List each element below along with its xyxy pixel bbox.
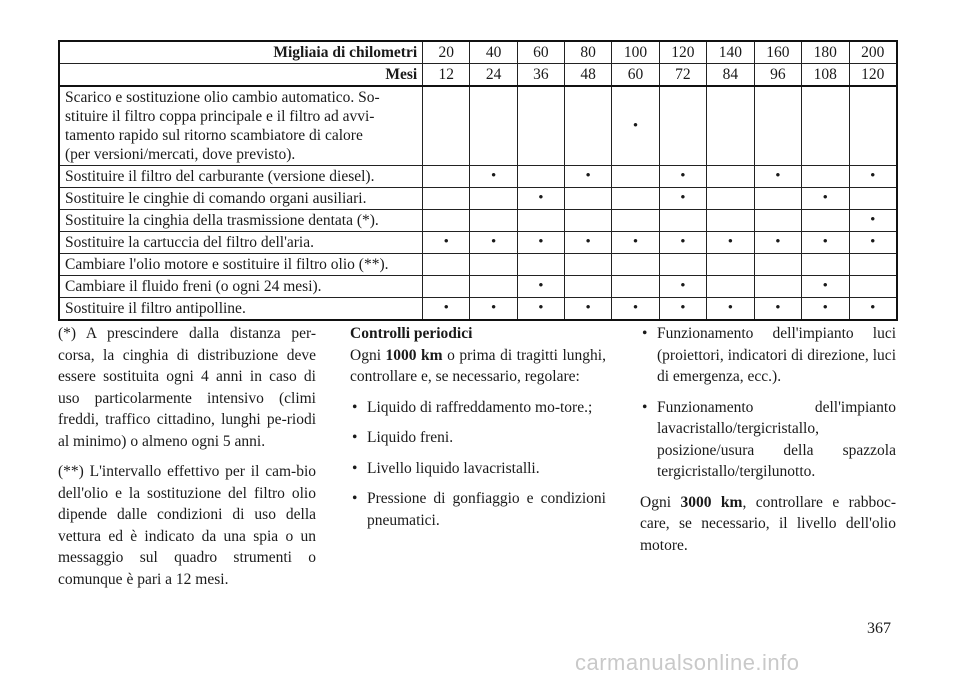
service-mark: • xyxy=(517,188,564,210)
bullet-icon: • xyxy=(352,398,358,416)
km-header-row xyxy=(59,41,897,64)
list-item-text: Liquido di raffreddamento mo-tore.; xyxy=(367,398,593,416)
empty-cell xyxy=(423,210,470,232)
months-header-label: Mesi xyxy=(59,64,423,87)
service-mark: • xyxy=(517,232,564,254)
periodic-checks-column xyxy=(350,323,606,540)
empty-cell xyxy=(470,86,517,166)
footnote-oil-interval: (**) L'intervallo effettivo per il cam-bio dell'olio e la sostituzione del filtro olio dipende dalle condizioni di uso della vettura ed è indicato da una spia o un messaggio sul quadro strumenti o comunque è pari a 12 mesi. xyxy=(58,463,316,588)
list-item xyxy=(350,427,606,449)
km-header-cell: 80 xyxy=(564,41,611,64)
km-header-cell: 20 xyxy=(423,41,470,64)
empty-cell xyxy=(470,210,517,232)
empty-cell xyxy=(754,86,801,166)
service-mark: • xyxy=(659,276,706,298)
months-header-cell: 36 xyxy=(517,64,564,87)
service-mark: • xyxy=(423,298,470,321)
empty-cell xyxy=(470,254,517,276)
operation-label: Sostituire il filtro antipolline. xyxy=(59,298,423,321)
service-mark: • xyxy=(802,188,849,210)
empty-cell xyxy=(754,188,801,210)
table-row xyxy=(59,166,897,188)
empty-cell xyxy=(423,276,470,298)
operation-label: Sostituire la cartuccia del filtro dell'aria. xyxy=(59,232,423,254)
list-item xyxy=(350,488,606,531)
empty-cell xyxy=(423,254,470,276)
list-item-text: Liquido freni. xyxy=(367,429,454,446)
footnotes-column xyxy=(58,323,316,599)
km-header-cell: 200 xyxy=(849,41,897,64)
empty-cell xyxy=(754,210,801,232)
operation-label: Sostituire la cinghia della trasmissione dentata (*). xyxy=(59,210,423,232)
empty-cell xyxy=(707,166,754,188)
km-header-cell: 160 xyxy=(754,41,801,64)
service-mark: • xyxy=(612,232,659,254)
service-mark: • xyxy=(517,298,564,321)
empty-cell xyxy=(802,254,849,276)
oil-check-text: Ogni 3000 km, controllare e rabboc-care, se necessario, il livello dell'olio motore. xyxy=(640,493,896,554)
empty-cell xyxy=(423,86,470,166)
table-row xyxy=(59,254,897,276)
table-row xyxy=(59,232,897,254)
months-header-cell: 108 xyxy=(802,64,849,87)
months-header-row xyxy=(59,64,897,87)
bullet-icon: • xyxy=(352,490,358,507)
service-mark: • xyxy=(470,232,517,254)
operation-label: Cambiare il fluido freni (o ogni 24 mesi). xyxy=(59,276,423,298)
operation-label: Cambiare l'olio motore e sostituire il filtro olio (**). xyxy=(59,254,423,276)
empty-cell xyxy=(707,188,754,210)
service-mark: • xyxy=(470,298,517,321)
empty-cell xyxy=(754,276,801,298)
operation-label: Sostituire le cinghie di comando organi ausiliari. xyxy=(59,188,423,210)
km-header-cell: 100 xyxy=(612,41,659,64)
service-mark: • xyxy=(564,166,611,188)
empty-cell xyxy=(423,188,470,210)
empty-cell xyxy=(470,276,517,298)
service-mark: • xyxy=(659,232,706,254)
service-mark: • xyxy=(754,298,801,321)
empty-cell xyxy=(612,166,659,188)
empty-cell xyxy=(659,210,706,232)
service-mark: • xyxy=(707,298,754,321)
empty-cell xyxy=(802,210,849,232)
empty-cell xyxy=(517,86,564,166)
km-header-cell: 40 xyxy=(470,41,517,64)
maintenance-schedule-table xyxy=(58,40,898,321)
months-header-cell: 12 xyxy=(423,64,470,87)
service-mark: • xyxy=(659,188,706,210)
empty-cell xyxy=(707,276,754,298)
service-mark: • xyxy=(517,276,564,298)
bullet-icon: • xyxy=(642,398,648,416)
empty-cell xyxy=(564,86,611,166)
service-mark: • xyxy=(564,298,611,321)
months-header-cell: 120 xyxy=(849,64,897,87)
service-mark: • xyxy=(659,298,706,321)
empty-cell xyxy=(517,166,564,188)
bullet-icon: • xyxy=(352,459,358,477)
table-row xyxy=(59,298,897,321)
km-header-cell: 180 xyxy=(802,41,849,64)
list-item xyxy=(350,397,606,419)
periodic-checks-continued-column xyxy=(640,323,896,565)
service-mark: • xyxy=(802,298,849,321)
service-mark: • xyxy=(470,166,517,188)
empty-cell xyxy=(659,254,706,276)
operation-label: Scarico e sostituzione olio cambio automatico. So- stituire il filtro coppa principale e il filtro ad avvi- tamento rapido sul ritorno scambiatore di calore (per versioni/mercati, dove previsto). xyxy=(59,86,423,166)
service-mark: • xyxy=(423,232,470,254)
empty-cell xyxy=(849,276,897,298)
list-item-text: Funzionamento dell'impianto luci (proiettori, indicatori di direzione, luci di emergenza, ecc.). xyxy=(657,325,896,385)
empty-cell xyxy=(659,86,706,166)
watermark: carmanualsonline.info xyxy=(575,650,800,675)
empty-cell xyxy=(612,210,659,232)
operation-label: Sostituire il filtro del carburante (versione diesel). xyxy=(59,166,423,188)
months-header-cell: 24 xyxy=(470,64,517,87)
empty-cell xyxy=(423,166,470,188)
months-header-cell: 96 xyxy=(754,64,801,87)
list-item-text: Pressione di gonfiaggio e condizioni pneumatici. xyxy=(367,490,606,529)
empty-cell xyxy=(849,188,897,210)
empty-cell xyxy=(849,86,897,166)
list-item xyxy=(350,458,606,480)
page-number: 367 xyxy=(867,620,891,637)
months-header-cell: 84 xyxy=(707,64,754,87)
km-header-cell: 60 xyxy=(517,41,564,64)
empty-cell xyxy=(707,254,754,276)
service-mark: • xyxy=(612,86,659,166)
empty-cell xyxy=(564,188,611,210)
periodic-checks-heading: Controlli periodici xyxy=(350,325,473,342)
service-mark: • xyxy=(802,232,849,254)
empty-cell xyxy=(754,254,801,276)
months-header-cell: 48 xyxy=(564,64,611,87)
list-item-text: Funzionamento dell'impianto lavacristallo/tergicristallo, posizione/usura della spazzola tergicristallo/tergilunotto. xyxy=(657,398,896,480)
months-header-cell: 72 xyxy=(659,64,706,87)
service-mark: • xyxy=(802,276,849,298)
empty-cell xyxy=(802,166,849,188)
service-mark: • xyxy=(754,232,801,254)
months-header-cell: 60 xyxy=(612,64,659,87)
empty-cell xyxy=(707,86,754,166)
bullet-icon: • xyxy=(642,325,648,342)
service-mark: • xyxy=(612,298,659,321)
empty-cell xyxy=(612,188,659,210)
bullet-icon: • xyxy=(352,429,358,446)
service-mark: • xyxy=(849,298,897,321)
km-header-label: Migliaia di chilometri xyxy=(59,41,423,64)
empty-cell xyxy=(564,210,611,232)
empty-cell xyxy=(517,210,564,232)
service-mark: • xyxy=(849,210,897,232)
km-header-cell: 140 xyxy=(707,41,754,64)
empty-cell xyxy=(802,86,849,166)
service-mark: • xyxy=(849,232,897,254)
empty-cell xyxy=(564,276,611,298)
list-item xyxy=(640,397,896,483)
table-row xyxy=(59,210,897,232)
service-mark: • xyxy=(754,166,801,188)
empty-cell xyxy=(707,210,754,232)
empty-cell xyxy=(612,254,659,276)
periodic-checks-intro: Ogni 1000 km o prima di tragitti lunghi, controllare e, se necessario, regolare: xyxy=(350,346,606,385)
empty-cell xyxy=(612,276,659,298)
list-item xyxy=(640,323,896,388)
empty-cell xyxy=(564,254,611,276)
km-header-cell: 120 xyxy=(659,41,706,64)
periodic-checks-list xyxy=(350,397,606,532)
list-item-text: Livello liquido lavacristalli. xyxy=(367,459,540,477)
service-mark: • xyxy=(849,166,897,188)
table-row xyxy=(59,86,897,166)
table-row xyxy=(59,188,897,210)
service-mark: • xyxy=(707,232,754,254)
footnote-timing-belt: (*) A prescindere dalla distanza per-corsa, la cinghia di distribuzione deve essere sostituita ogni 4 anni in caso di uso particolarmente intensivo (climi freddi, traffico cittadino, lunghi pe-riodi al minimo) o almeno ogni 5 anni. xyxy=(58,325,316,450)
empty-cell xyxy=(470,188,517,210)
table-row xyxy=(59,276,897,298)
empty-cell xyxy=(517,254,564,276)
periodic-checks-list-continued xyxy=(640,323,896,483)
empty-cell xyxy=(849,254,897,276)
service-mark: • xyxy=(564,232,611,254)
service-mark: • xyxy=(659,166,706,188)
